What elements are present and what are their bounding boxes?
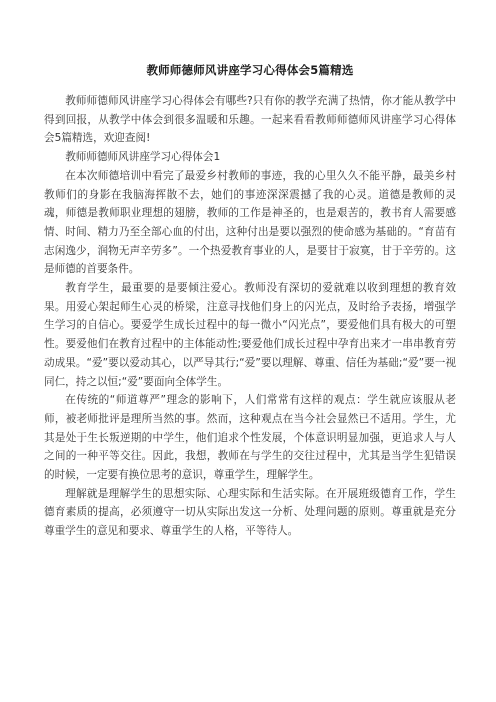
- body-paragraph: 理解就是理解学生的思想实际、心理实际和生活实际。在开展班级德育工作，学生德育素质的提高，必须遵守一切从实际出发这一分析、处理问题的原则。尊重就是充分尊重学生的意见和要求、尊重学生的人格，平等待人。: [44, 487, 456, 538]
- document-title: 教师师德师风讲座学习心得体会5篇精选: [146, 63, 354, 77]
- section-heading: 教师师德师风讲座学习心得体会1: [65, 151, 221, 164]
- body-paragraph: 教育学生，最重要的是要倾注爱心。教师没有深切的爱就难以收到理想的教育效果。用爱心架起师生心灵的桥梁，注意寻找他们身上的闪光点，及时给予表扬，增强学生学习的自信心。要爱学生成长过程中的每一微小“闪光点”，要爱他们具有极大的可塑性。要爱他们在教育过程中的主体能动性;要爱他们成长过程中孕育出来才一串串教育劳动成果。“爱”要以爱动其心，以严导其行;“爱”要以理解、尊重、信任为基础;“爱”要一视同仁，持之以恒;“爱”要面向全体学生。: [44, 282, 456, 388]
- intro-paragraph: 教师师德师风讲座学习心得体会有哪些?只有你的教学充满了热情，你才能从教学中得到回报，从教学中体会到很多温暖和乐趣。一起来看看教师师德师风讲座学习心得体会5篇精选，欢迎查阅!: [44, 95, 456, 145]
- body-paragraph: 在传统的“师道尊严”理念的影响下，人们常常有这样的观点：学生就应该服从老师，被老师批评是理所当然的事。然而，这种观点在当今社会显然已不适用。学生，尤其是处于生长叛逆期的中学生，他们追求个性发展，个体意识明显加强，更追求人与人之间的一种平等交往。因此，我想，教师在与学生的交往过程中，尤其是当学生犯错误的时候，一定要有换位思考的意识，尊重学生，理解学生。: [44, 394, 456, 482]
- document-body: [44, 92, 456, 541]
- body-paragraph: 在本次师德培训中看完了最爱乡村教师的事迹，我的心里久久不能平静，最美乡村教师们的身影在我脑海挥散不去，她们的事迹深深震撼了我的心灵。道德是教师的灵魂，师德是教师职业理想的翅膀，教师的工作是神圣的，也是艰苦的，教书育人需要感情、时间、精力乃至全部心血的付出，这种付出是要以强烈的使命感为基础的。“育苗有志闲逸少，润物无声辛劳多”。一个热爱教育事业的人，是要甘于寂寞，甘于辛劳的。这是师德的首要条件。: [44, 169, 456, 276]
